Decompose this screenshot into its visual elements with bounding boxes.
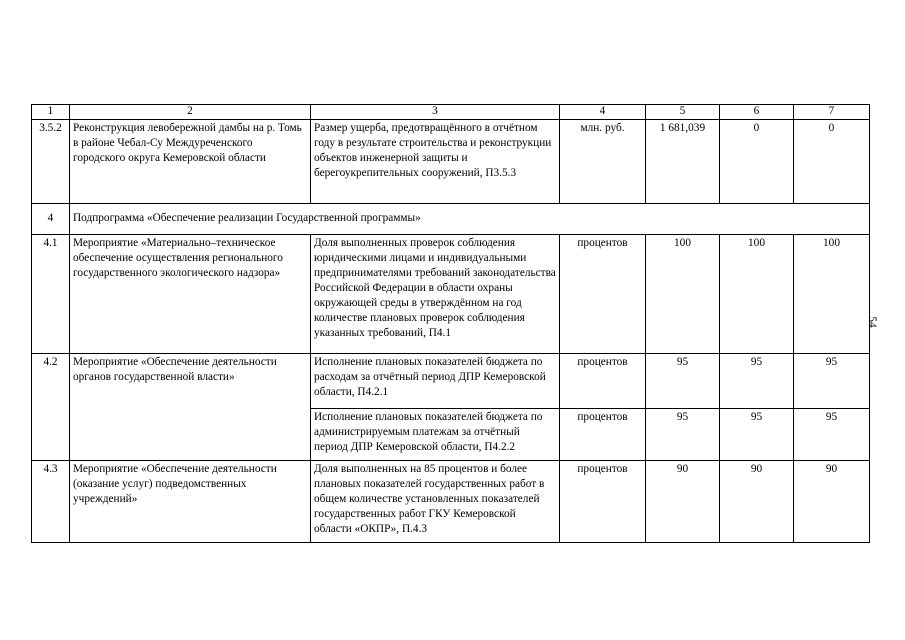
value-col6: 95 <box>720 409 794 461</box>
header-row <box>32 105 870 120</box>
value-col5: 100 <box>646 235 720 354</box>
measure-name: Мероприятие «Обеспечение деятельности органов государственной власти» <box>70 354 311 461</box>
unit: млн. руб. <box>560 120 646 204</box>
value-col5: 95 <box>646 354 720 409</box>
table-row <box>32 120 870 204</box>
unit: процентов <box>560 235 646 354</box>
header-cell: 5 <box>646 105 720 120</box>
measure-name: Мероприятие «Материально–техническое обеспечение осуществления регионального государственного экологического надзора» <box>70 235 311 354</box>
row-number: 4.3 <box>32 461 70 543</box>
value-col7: 90 <box>794 461 870 543</box>
table-row <box>32 235 870 354</box>
unit: процентов <box>560 354 646 409</box>
table-row <box>32 461 870 543</box>
unit: процентов <box>560 461 646 543</box>
page-number: 54 <box>865 316 878 328</box>
value-col7: 100 <box>794 235 870 354</box>
measure-name: Реконструкция левобережной дамбы на р. Томь в районе Чебал-Су Междуреченского городского округа Кемеровской области <box>70 120 311 204</box>
subprogram-name: Подпрограмма «Обеспечение реализации Государственной программы» <box>70 204 870 235</box>
value-col5: 90 <box>646 461 720 543</box>
header-cell: 7 <box>794 105 870 120</box>
indicator-name: Доля выполненных на 85 процентов и более плановых показателей государственных работ в общем количестве установленных показателей государственных работ ГКУ Кемеровской области «ОКПР», П.4.3 <box>311 461 560 543</box>
value-col6: 95 <box>720 354 794 409</box>
header-cell: 2 <box>70 105 311 120</box>
row-number: 4.1 <box>32 235 70 354</box>
row-number: 4 <box>32 204 70 235</box>
row-number: 3.5.2 <box>32 120 70 204</box>
value-col6: 90 <box>720 461 794 543</box>
indicator-name: Исполнение плановых показателей бюджета по расходам за отчётный период ДПР Кемеровской области, П4.2.1 <box>311 354 560 409</box>
value-col6: 100 <box>720 235 794 354</box>
header-cell: 6 <box>720 105 794 120</box>
subprogram-row <box>32 204 870 235</box>
value-col6: 0 <box>720 120 794 204</box>
header-cell: 4 <box>560 105 646 120</box>
header-cell: 1 <box>32 105 70 120</box>
header-cell: 3 <box>311 105 560 120</box>
row-number: 4.2 <box>32 354 70 461</box>
value-col7: 95 <box>794 409 870 461</box>
table-row <box>32 354 870 409</box>
indicator-name: Размер ущерба, предотвращённого в отчётном году в результате строительства и реконструкции объектов инженерной защиты и берегоукрепительных сооружений, П3.5.3 <box>311 120 560 204</box>
indicators-table <box>31 104 870 543</box>
value-col7: 95 <box>794 354 870 409</box>
value-col5: 95 <box>646 409 720 461</box>
value-col5: 1 681,039 <box>646 120 720 204</box>
indicator-name: Исполнение плановых показателей бюджета по администрируемым платежам за отчётный период ДПР Кемеровской области, П4.2.2 <box>311 409 560 461</box>
value-col7: 0 <box>794 120 870 204</box>
measure-name: Мероприятие «Обеспечение деятельности (оказание услуг) подведомственных учреждений» <box>70 461 311 543</box>
unit: процентов <box>560 409 646 461</box>
indicator-name: Доля выполненных проверок соблюдения юридическими лицами и индивидуальными предпринимателями требований законодательства Российской Федерации в области охраны окружающей среды в утверждённом на год количестве плановых проверок соблюдения указанных требований, П4.1 <box>311 235 560 354</box>
